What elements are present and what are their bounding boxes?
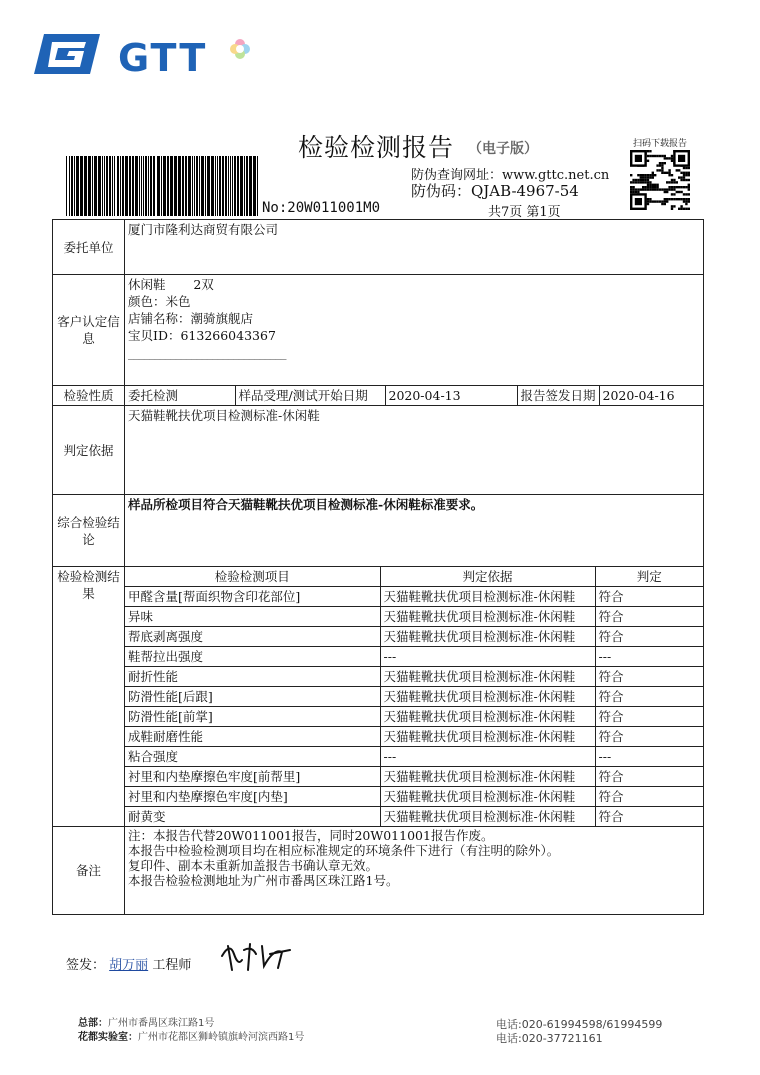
verify-website: 防伪查询网址：www.gttc.net.cn — [411, 168, 610, 183]
footer-lab: 花都实验室：广州市花都区狮岭镇旗岭河滨西路1号 — [78, 1032, 305, 1043]
footer-lab-phone: 电话:020-37721161 — [496, 1032, 603, 1045]
result-item: 防滑性能[后跟] — [125, 687, 380, 707]
results-row — [125, 647, 703, 667]
page-indicator: 共7页 第1页 — [488, 205, 561, 220]
signer-title: 工程师 — [152, 958, 192, 973]
result-verdict: --- — [595, 647, 703, 667]
signer-name: 胡万丽 — [109, 958, 149, 973]
nature-value: 委托检测 — [125, 386, 235, 405]
result-verdict: 符合 — [595, 587, 703, 607]
logo-text: GTT — [118, 36, 208, 80]
receive-date: 2020-04-13 — [385, 386, 517, 405]
result-verdict: 符合 — [595, 627, 703, 647]
results-row — [125, 707, 703, 727]
conclusion-value: 样品所检项目符合天猫鞋靴扶优项目检测标准-休闲鞋标准要求。 — [125, 495, 704, 567]
verify-code: 防伪码：QJAB-4967-54 — [411, 182, 579, 200]
result-verdict: 符合 — [595, 807, 703, 827]
issue-date-label: 报告签发日期 — [517, 386, 599, 405]
customer-line: ______________________________ — [128, 345, 286, 360]
customer-label: 客户认定信息 — [53, 275, 125, 386]
result-verdict: --- — [595, 747, 703, 767]
remark-line: 本报告检验检测地址为广州市番禺区珠江路1号。 — [128, 873, 399, 888]
edition-label: （电子版） — [468, 141, 538, 157]
report-number: No:20W011001M0 — [262, 200, 381, 216]
result-item: 粘合强度 — [125, 747, 380, 767]
customer-line: 宝贝ID：613266043367 — [128, 328, 276, 343]
qr-label: 扫码下载报告 — [633, 139, 688, 149]
basis-label: 判定依据 — [53, 406, 125, 495]
remark-line: 复印件、副本未重新加盖报告书确认章无效。 — [128, 858, 379, 873]
result-basis: 天猫鞋靴扶优项目检测标准-休闲鞋 — [380, 667, 595, 687]
result-basis: 天猫鞋靴扶优项目检测标准-休闲鞋 — [380, 787, 595, 807]
remark-line: 注：本报告代替20W011001报告，同时20W011001报告作废。 — [128, 828, 494, 843]
result-verdict: 符合 — [595, 607, 703, 627]
flower-logo-icon — [229, 38, 251, 60]
results-row — [125, 687, 703, 707]
issue-date: 2020-04-16 — [599, 386, 703, 405]
results-table — [125, 567, 703, 826]
result-item: 防滑性能[前掌] — [125, 707, 380, 727]
result-item: 耐折性能 — [125, 667, 380, 687]
result-item: 衬里和内垫摩擦色牢度[前帮里] — [125, 767, 380, 787]
results-row — [125, 607, 703, 627]
result-item: 甲醛含量[帮面织物含印花部位] — [125, 587, 380, 607]
results-row — [125, 627, 703, 647]
nature-label: 检验性质 — [53, 386, 125, 406]
result-item: 衬里和内垫摩擦色牢度[内垫] — [125, 787, 380, 807]
remark-line: 本报告中检验检测项目均在相应标准规定的环境条件下进行（有注明的除外）。 — [128, 843, 560, 858]
result-basis: 天猫鞋靴扶优项目检测标准-休闲鞋 — [380, 707, 595, 727]
customer-line: 店铺名称：潮骑旗舰店 — [128, 311, 254, 326]
result-basis: 天猫鞋靴扶优项目检测标准-休闲鞋 — [380, 587, 595, 607]
result-item: 耐黄变 — [125, 807, 380, 827]
results-row — [125, 747, 703, 767]
gtt-logo-mark-icon — [34, 34, 100, 74]
result-item: 异味 — [125, 607, 380, 627]
result-basis: 天猫鞋靴扶优项目检测标准-休闲鞋 — [380, 727, 595, 747]
remarks-value — [125, 827, 704, 915]
signature-prefix: 签发： — [66, 958, 106, 973]
remarks-label: 备注 — [53, 827, 125, 915]
results-row — [125, 767, 703, 787]
result-item: 帮底剥离强度 — [125, 627, 380, 647]
results-row — [125, 667, 703, 687]
results-header: 判定依据 — [380, 567, 595, 587]
result-basis: 天猫鞋靴扶优项目检测标准-休闲鞋 — [380, 627, 595, 647]
results-row — [125, 807, 703, 827]
result-basis: 天猫鞋靴扶优项目检测标准-休闲鞋 — [380, 767, 595, 787]
footer-hq-phone: 电话:020-61994598/61994599 — [496, 1018, 663, 1031]
results-header: 检验检测项目 — [125, 567, 380, 587]
qr-code-icon[interactable] — [630, 150, 690, 210]
receive-date-label: 样品受理/测试开始日期 — [235, 386, 385, 405]
result-verdict: 符合 — [595, 707, 703, 727]
client-label: 委托单位 — [53, 220, 125, 275]
result-verdict: 符合 — [595, 767, 703, 787]
basis-value: 天猫鞋靴扶优项目检测标准-休闲鞋 — [125, 406, 704, 495]
report-title: 检验检测报告 — [298, 133, 455, 162]
results-row — [125, 787, 703, 807]
footer-hq: 总部：广州市番禺区珠江路1号 — [78, 1018, 215, 1029]
result-basis: --- — [380, 747, 595, 767]
result-basis: 天猫鞋靴扶优项目检测标准-休闲鞋 — [380, 687, 595, 707]
conclusion-label: 综合检验结论 — [53, 495, 125, 567]
result-verdict: 符合 — [595, 727, 703, 747]
customer-line: 休闲鞋 2双 — [128, 277, 214, 292]
result-basis: 天猫鞋靴扶优项目检测标准-休闲鞋 — [380, 807, 595, 827]
results-header: 判定 — [595, 567, 703, 587]
client-value: 厦门市隆利达商贸有限公司 — [125, 220, 704, 275]
customer-info — [125, 275, 704, 386]
result-verdict: 符合 — [595, 667, 703, 687]
result-basis: --- — [380, 647, 595, 667]
handwritten-signature-icon — [216, 936, 296, 976]
signature-line — [66, 954, 191, 973]
result-item: 鞋帮拉出强度 — [125, 647, 380, 667]
result-verdict: 符合 — [595, 687, 703, 707]
results-row — [125, 587, 703, 607]
report-table — [52, 219, 704, 915]
results-label: 检验检测结果 — [53, 567, 125, 827]
nature-row — [125, 386, 703, 405]
customer-line: 颜色：米色 — [128, 294, 191, 309]
result-verdict: 符合 — [595, 787, 703, 807]
result-basis: 天猫鞋靴扶优项目检测标准-休闲鞋 — [380, 607, 595, 627]
barcode-icon — [66, 156, 258, 216]
result-item: 成鞋耐磨性能 — [125, 727, 380, 747]
results-row — [125, 727, 703, 747]
